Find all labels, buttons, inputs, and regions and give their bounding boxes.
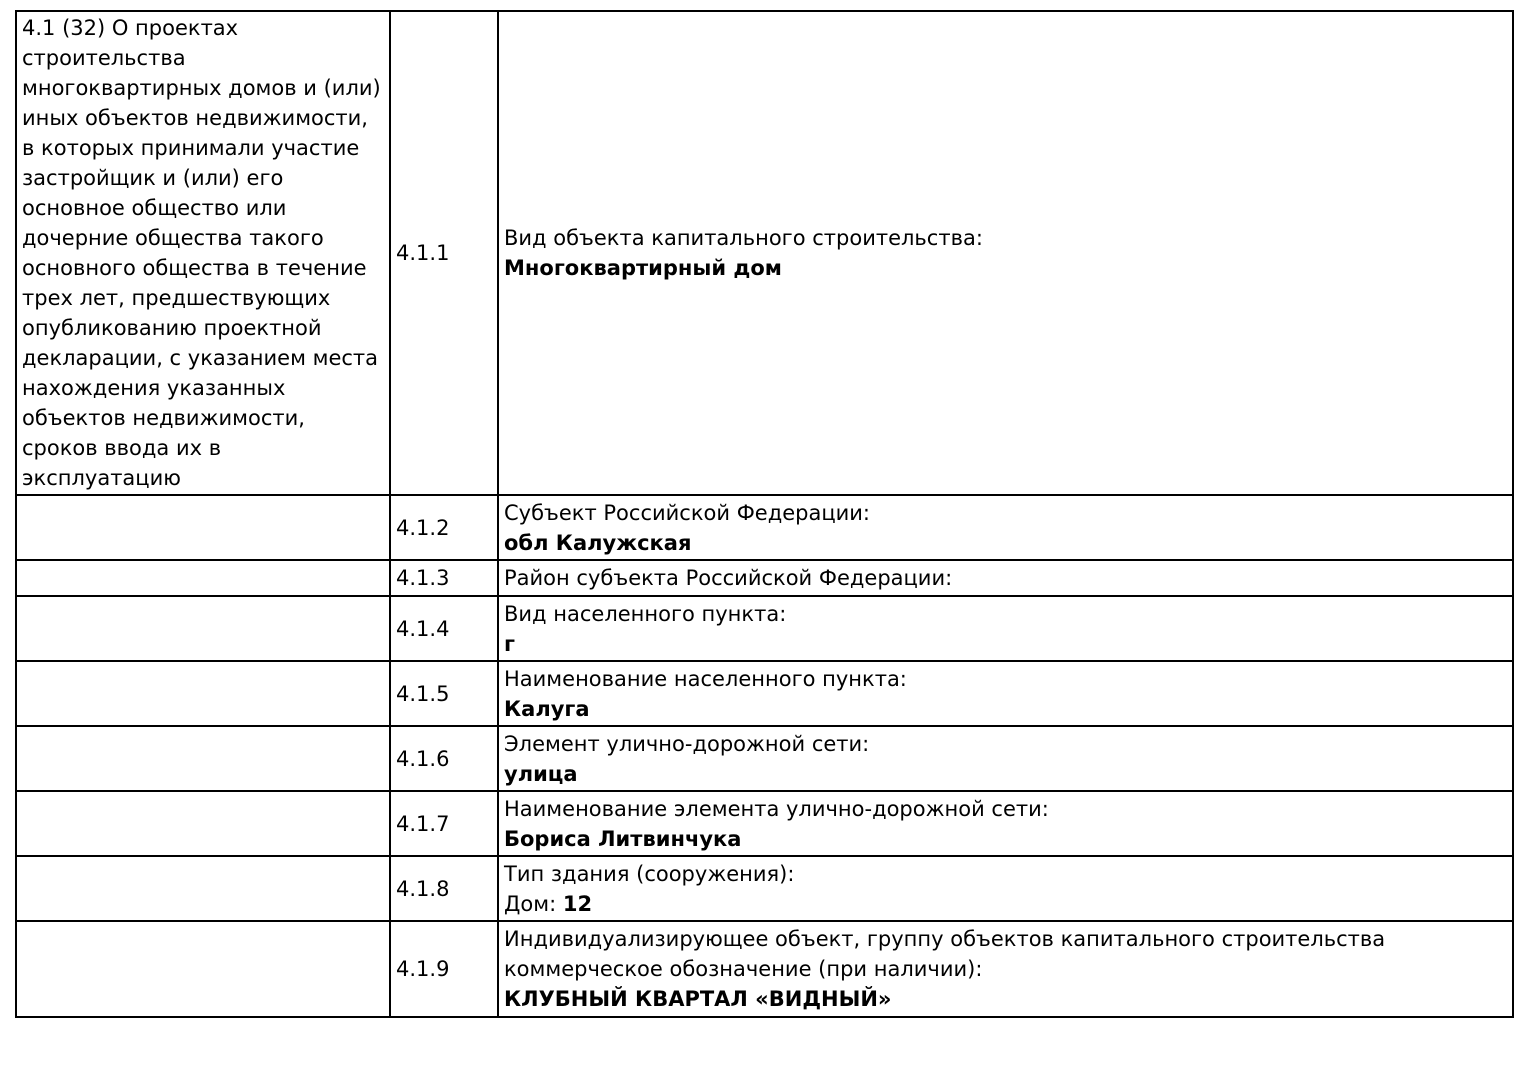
item-number: 4.1.4 [396,616,450,641]
table-row [16,596,1513,661]
field-value-line [504,759,1507,789]
empty-cell [16,856,390,921]
empty-cell [16,560,390,596]
item-number-cell [390,560,498,596]
item-number: 4.1.6 [396,746,450,771]
field-cell [498,791,1513,856]
item-number-cell [390,726,498,791]
empty-cell [16,495,390,560]
table-row [16,661,1513,726]
item-number: 4.1.5 [396,681,450,706]
empty-cell [16,726,390,791]
item-number-cell [390,495,498,560]
item-number: 4.1.1 [396,241,450,265]
item-number: 4.1.2 [396,515,450,540]
item-number-cell [390,791,498,856]
field-label: Наименование населенного пункта: [504,666,907,691]
empty-cell [16,661,390,726]
item-number-cell [390,596,498,661]
table-row [16,856,1513,921]
empty-cell [16,596,390,661]
item-number: 4.1.7 [396,811,450,836]
item-number-cell [390,921,498,1017]
item-number-cell [390,661,498,726]
field-value-line [504,889,1507,919]
field-cell [498,921,1513,1017]
field-value: обл Калужская [504,530,692,555]
field-label: Наименование элемента улично-дорожной сети: [504,796,1049,821]
item-number: 4.1.3 [396,566,450,590]
section-description-cell [16,11,390,495]
field-cell [498,596,1513,661]
field-cell [498,495,1513,560]
field-value-line [504,253,1507,283]
empty-cell [16,791,390,856]
field-cell [498,11,1513,495]
table-row [16,791,1513,856]
field-value: Калуга [504,696,590,721]
field-value-line [504,824,1507,854]
field-cell [498,726,1513,791]
field-value: 12 [562,891,593,916]
field-cell [498,560,1513,596]
section-description: 4.1 (32) О проектах строительства многоквартирных домов и (или) иных объектов недвижимости, в которых принимали участие застройщик и (или) его основное общество или дочерние общества такого основного общества в течение трех лет, предшествующих опубликованию проектной декларации, с указанием места нахождения указанных объектов недвижимости, сроков ввода их в эксплуатацию [22,16,381,490]
field-label: Элемент улично-дорожной сети: [504,731,870,756]
item-number: 4.1.8 [396,876,450,901]
field-value: г [504,631,515,656]
item-number: 4.1.9 [396,957,450,981]
field-label: Район субъекта Российской Федерации: [504,566,953,590]
field-value: КЛУБНЫЙ КВАРТАЛ «ВИДНЫЙ» [504,987,892,1011]
field-value-line [504,694,1507,724]
field-value: Бориса Литвинчука [504,826,742,851]
table-row [16,921,1513,1017]
item-number-cell [390,11,498,495]
table-row [16,726,1513,791]
field-label: Вид населенного пункта: [504,601,787,626]
field-value-prefix: Дом: [504,891,563,916]
empty-cell [16,921,390,1017]
field-value-line [504,528,1507,558]
field-label: Субъект Российской Федерации: [504,500,870,525]
item-number-cell [390,856,498,921]
table-row [16,11,1513,495]
field-cell [498,661,1513,726]
field-value-line [504,984,1507,1014]
project-declaration-table [15,10,1514,1018]
field-cell [498,856,1513,921]
table-row [16,495,1513,560]
field-label: Тип здания (сооружения): [504,861,795,886]
table-row [16,560,1513,596]
field-label: Индивидуализирующее объект, группу объектов капитального строительства коммерческое обозначение (при наличии): [504,927,1386,981]
field-value: Многоквартирный дом [504,256,782,280]
field-value: улица [504,761,578,786]
field-value-line [504,629,1507,659]
field-label: Вид объекта капитального строительства: [504,226,983,250]
